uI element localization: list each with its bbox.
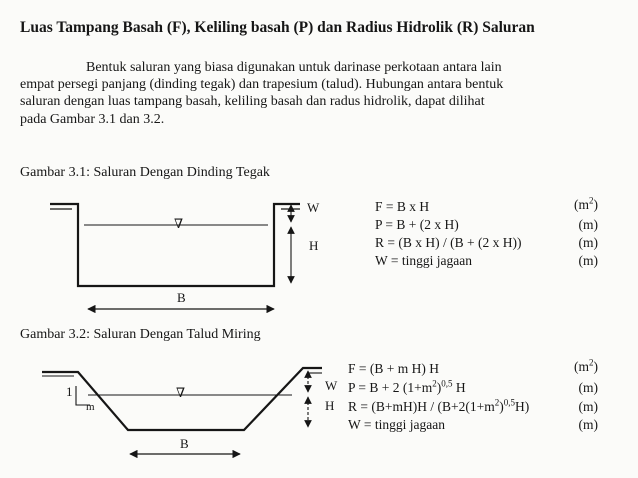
freeboard-label: W (307, 200, 320, 215)
water-level-symbol: ∇ (174, 216, 184, 231)
paragraph-line: empat persegi panjang (dinding tegak) dan trapesium (talud). Hubungan antara bentuk (20, 77, 504, 92)
figure-1-caption: Gambar 3.1: Saluran Dengan Dinding Tegak (20, 165, 270, 180)
width-label: B (180, 436, 189, 451)
equation-hydraulic-radius: R = (B x H) / (B + (2 x H)) (375, 235, 522, 250)
unit-freeboard: (m) (578, 253, 598, 268)
unit-freeboard: (m) (578, 417, 598, 432)
unit-area: $(m^2)$ (574, 195, 598, 212)
figure-2-caption: Gambar 3.2: Saluran Dengan Talud Miring (20, 327, 261, 342)
equation-perimeter: P = B + 2 $(1+m^2)^{0,5}$ H (348, 378, 466, 395)
unit-perimeter: (m) (578, 380, 598, 395)
unit-area: $(m^2)$ (574, 357, 598, 374)
depth-label: H (325, 398, 335, 413)
equation-freeboard: W = tinggi jagaan (348, 417, 445, 432)
equation-area: F = B x H (375, 199, 430, 214)
paragraph-line: saluran dengan luas tampang basah, keliling basah dan radus hidrolik, dapat dilihat (20, 94, 485, 109)
water-level-symbol: ∇ (176, 385, 186, 400)
slope-horizontal-label: m (86, 401, 95, 413)
equation-perimeter: P = B + (2 x H) (375, 217, 459, 232)
slope-vertical-label: 1 (66, 384, 73, 399)
freeboard-label: W (325, 378, 338, 393)
equation-area: F = (B + m H) H (348, 361, 439, 376)
paragraph-line: pada Gambar 3.1 dan 3.2. (20, 112, 165, 127)
unit-hydraulic-radius: (m) (578, 235, 598, 250)
equation-freeboard: W = tinggi jagaan (375, 253, 472, 268)
unit-hydraulic-radius: (m) (578, 399, 598, 414)
equation-hydraulic-radius: $R = (B+mH)H / (B+2(1+m^2)^{0,5}H)$ (348, 397, 530, 414)
paragraph-line: Bentuk saluran yang biasa digunakan untuk darinase perkotaan antara lain (86, 60, 502, 75)
section-heading: Luas Tampang Basah (F), Keliling basah (P) dan Radius Hidrolik (R) Saluran (20, 19, 535, 36)
depth-label: H (309, 238, 319, 253)
unit-perimeter: (m) (578, 217, 598, 232)
width-label: B (177, 290, 186, 305)
